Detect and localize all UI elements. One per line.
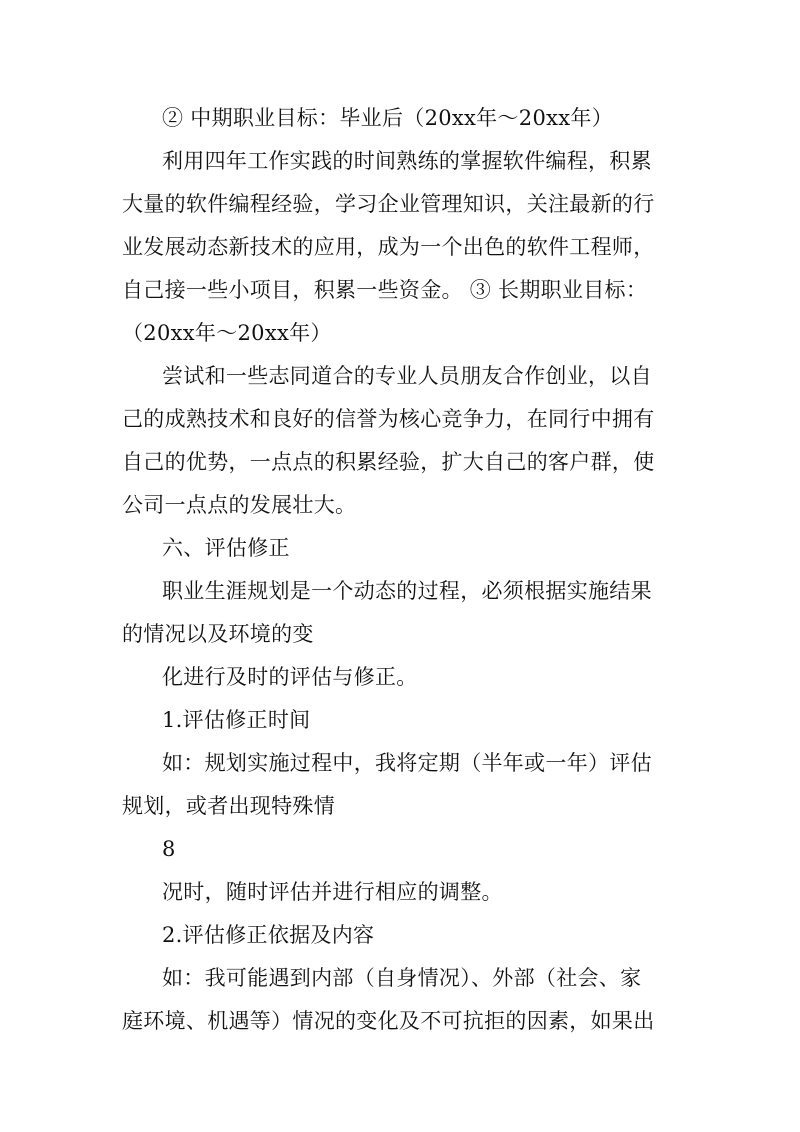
paragraph-line: 己的成熟技术和良好的信誉为核心竞争力，在同行中拥有 xyxy=(122,407,655,431)
paragraph-line: 的情况以及环境的变 xyxy=(122,622,314,646)
page-number: 8 xyxy=(162,837,176,861)
section-heading: 六、评估修正 xyxy=(162,536,290,560)
paragraph-line: 业发展动态新技术的应用，成为一个出色的软件工程师， xyxy=(122,235,655,259)
paragraph-line: 自己接一些小项目，积累一些资金。 ③ 长期职业目标： xyxy=(122,278,648,302)
paragraph-line: 职业生涯规划是一个动态的过程，必须根据实施结果 xyxy=(162,579,652,603)
paragraph-line: （20xx年～20xx年） xyxy=(122,321,332,345)
paragraph-line: 如：我可能遇到内部（自身情况）、外部（社会、家 xyxy=(162,966,642,990)
paragraph-line: 自己的优势，一点点的积累经验，扩大自己的客户群，使 xyxy=(122,450,655,474)
paragraph-line: 利用四年工作实践的时间熟练的掌握软件编程，积累 xyxy=(162,149,652,173)
paragraph-line: 化进行及时的评估与修正。 xyxy=(162,665,418,689)
subsection-heading: 2.评估修正依据及内容 xyxy=(162,923,375,947)
paragraph-line: 况时，随时评估并进行相应的调整。 xyxy=(162,880,503,904)
paragraph-line: 大量的软件编程经验，学习企业管理知识，关注最新的行 xyxy=(122,192,655,216)
paragraph-line: 庭环境、机遇等）情况的变化及不可抗拒的因素，如果出 xyxy=(122,1009,655,1033)
paragraph-line: 如：规划实施过程中，我将定期（半年或一年）评估 xyxy=(162,751,652,775)
paragraph-line: 尝试和一些志同道合的专业人员朋友合作创业，以自 xyxy=(162,364,652,388)
paragraph-line: 规划，或者出现特殊情 xyxy=(122,794,335,818)
paragraph-line: 公司一点点的发展壮大。 xyxy=(122,493,357,517)
mid-term-goal-heading: ② 中期职业目标：毕业后（20xx年～20xx年） xyxy=(162,106,613,130)
subsection-heading: 1.评估修正时间 xyxy=(162,708,311,732)
